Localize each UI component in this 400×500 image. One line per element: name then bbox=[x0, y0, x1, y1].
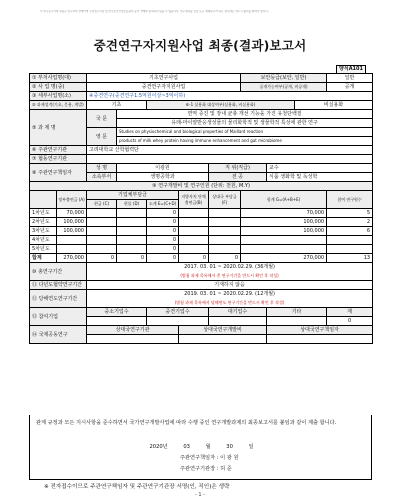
multi-year-period-value: 기재하지 않음 bbox=[87, 281, 373, 290]
budget-inkind-total: 0 bbox=[117, 254, 147, 263]
footnote: ※ 전자접수이므로 주관연구책임자 및 주관연구기관장 서명(인, 직인)은 생략 bbox=[44, 484, 230, 490]
budget-subtotal: 0 bbox=[147, 227, 179, 236]
budget-year: 합계 bbox=[30, 254, 57, 263]
top-disclaimer: 이 연구보고서의 내용은 연구자의 견해이며 주관연구기관 및 한국보건산업진흥원의 공식 견해와 일치하지 않을 수 있습니다. 연구결과를 인용 또는 게재하고자 하는 경우에는 반드시 출처를 밝혀야 합니다. bbox=[40, 10, 269, 13]
large-biz-head: 대기업수 bbox=[209, 308, 267, 317]
budget-section-header: ⑨ 연구개발비 및 연구인원 (단위: 천원, M.Y) bbox=[30, 182, 373, 191]
budget-private-head: 기업체부담금 bbox=[87, 191, 179, 200]
page-title: 중견연구자지원사업 최종(결과)보고서 bbox=[93, 38, 307, 53]
row-ministry-program bbox=[30, 74, 373, 83]
english-title-label: 영 문 bbox=[87, 128, 117, 146]
budget-subtotal: 0 bbox=[147, 236, 179, 245]
budget-total: 70,000 bbox=[241, 209, 327, 218]
budget-total: 100,000 bbox=[241, 218, 327, 227]
partner-institution-label: ⑦ 협동연구기관 bbox=[30, 155, 87, 164]
budget-grand-total: 270,000 bbox=[241, 254, 327, 263]
program-name-label: ② 사 업 명(중) bbox=[30, 83, 87, 92]
row-pi-1 bbox=[30, 164, 373, 173]
biz-count-head: 계 bbox=[327, 308, 373, 317]
budget-row-4 bbox=[30, 236, 373, 245]
row-detail-program bbox=[30, 92, 373, 101]
row-project-type bbox=[30, 101, 373, 110]
budget-people bbox=[327, 236, 373, 245]
budget-people: 2 bbox=[327, 218, 373, 227]
total-period-note: (별첨 과제 목록에서 총 연구기간을 반드시 확인 후 작성) bbox=[87, 272, 373, 281]
budget-year: 5차년도 bbox=[30, 245, 57, 254]
pi-dept-value: 생명공학과 bbox=[117, 173, 209, 182]
budget-year: 1차년도 bbox=[30, 209, 57, 218]
korean-title-line-2: 유래-마이얄반응생성물의 물리화학적 및 생물학적 특성에 관한 연구 bbox=[117, 119, 373, 128]
korean-title-label: 국 문 bbox=[87, 110, 117, 128]
budget-subtotal-total: 0 bbox=[147, 254, 179, 263]
pi-rank-label: 직 위(직급) bbox=[209, 164, 267, 173]
budget-inkind-head: 현물 (D) bbox=[117, 200, 147, 209]
submission-statement: 관계 규정과 모든 지시사항을 준수하면서 국가연구개발사업에 따라 수행 중인 연구개발과제의 최종보고서를 붙임과 같이 제출 합니다. bbox=[36, 420, 337, 426]
budget-total-head: 합계 G=(A+B+E) bbox=[241, 191, 327, 209]
budget-people: 6 bbox=[327, 227, 373, 236]
pi-dept-label: 소속부서 bbox=[87, 173, 117, 182]
english-title-line-2: products of milk whey protein having immune enhancement and gut microbiome bbox=[117, 137, 373, 146]
budget-counterpart-total: 0 bbox=[209, 254, 241, 263]
budget-local-head: 지방자치 단체 출연금(B) bbox=[179, 191, 209, 209]
partner-institution-value bbox=[87, 155, 373, 164]
disclosure-label: 공개가능여부(공개, 비공개) bbox=[241, 83, 327, 92]
row-current-period bbox=[30, 290, 373, 299]
budget-year: 4차년도 bbox=[30, 236, 57, 245]
row-program-name bbox=[30, 83, 373, 92]
participating-companies-label: ⑬ 참여기업 bbox=[30, 308, 87, 326]
other-biz-head: 기타 bbox=[267, 308, 327, 317]
budget-counterpart-head: 상대국 부담금 (F) bbox=[209, 191, 241, 209]
budget-gov-total: 270,000 bbox=[57, 254, 87, 263]
lead-institution-label: ⑥ 주관연구기관 bbox=[30, 146, 87, 155]
current-period-value: 2019. 03. 01 ~ 2020.02.29. (12개월) bbox=[87, 290, 373, 299]
intl-budget-head: 상대국연구개발비 bbox=[179, 326, 267, 335]
budget-gov bbox=[57, 245, 87, 254]
budget-subtotal: 0 bbox=[147, 245, 179, 254]
intl-collab-label: ⑭ 국제공동연구 bbox=[30, 326, 87, 344]
budget-gov: 100,000 bbox=[57, 218, 87, 227]
org-signature-line bbox=[180, 465, 232, 472]
budget-total: 100,000 bbox=[241, 227, 327, 236]
program-name-value: 중견연구자지원사업 bbox=[87, 83, 241, 92]
budget-people: 5 bbox=[327, 209, 373, 218]
budget-year: 2차년도 bbox=[30, 218, 57, 227]
security-level-label: 보안등급(보안, 일반) bbox=[241, 74, 327, 83]
commercialization-label: ⑥-1 실용화 대상여부(실용화, 비실용화) bbox=[147, 101, 295, 110]
disclosure-value: 공개 bbox=[327, 83, 373, 92]
org-signature-label: 주관연구기관장 : bbox=[180, 466, 219, 472]
pi-name-value: 이광원 bbox=[117, 164, 209, 173]
project-title-label: ⑤ 과 제 명 bbox=[30, 110, 87, 146]
form-number-badge: 양식A101 bbox=[336, 65, 366, 74]
detail-program-value: ④중견연구(중견연구1.5억원이상~3억이하) bbox=[87, 92, 373, 101]
row-intl-collab-head bbox=[30, 326, 373, 335]
intl-pi-head: 상대국연구책임자 bbox=[267, 326, 373, 335]
budget-people-total: 13 bbox=[327, 254, 373, 263]
budget-row-5 bbox=[30, 245, 373, 254]
budget-gov bbox=[57, 236, 87, 245]
current-period-label: ⑫ 당해연도연구기간 bbox=[30, 290, 87, 308]
budget-year: 3차년도 bbox=[30, 227, 57, 236]
budget-gov-head: 정부출연금 (A) bbox=[57, 191, 87, 209]
korean-title-line-1: 면역 증진 및 장내 균총 개선 기능을 가진 유청단백질 bbox=[117, 110, 373, 119]
total-period-value: 2017. 03. 01 ~ 2020.02.29. (36개월) bbox=[87, 263, 373, 272]
biz-count-value: 0 bbox=[327, 317, 373, 326]
budget-gov: 70,000 bbox=[57, 209, 87, 218]
row-total-period bbox=[30, 263, 373, 272]
pi-label: ⑧ 주관연구책임자 bbox=[30, 164, 87, 182]
pi-major-label: 전 공 bbox=[209, 173, 267, 182]
row-budget-header bbox=[30, 182, 373, 191]
row-multi-year-period bbox=[30, 281, 373, 290]
budget-cash-head: 현금 (C) bbox=[87, 200, 117, 209]
english-title-line-1: Studies on physiochemical and biological properties of Maillard reaction bbox=[117, 128, 373, 137]
intl-org-head: 상대국연구기관 bbox=[87, 326, 179, 335]
mid-biz-head: 중견기업수 bbox=[147, 308, 209, 317]
row-budget-colhead-1 bbox=[30, 191, 373, 200]
ministry-program-value: 기초연구사업 bbox=[87, 74, 241, 83]
pi-major-value: 식품 생화학 및 독성학 bbox=[267, 173, 373, 182]
pi-signature-name: 이 광 원 bbox=[220, 455, 239, 461]
submission-month: 03 월 bbox=[183, 444, 211, 450]
budget-total bbox=[241, 245, 327, 254]
budget-total bbox=[241, 236, 327, 245]
submission-year: 2020년 bbox=[149, 444, 168, 450]
submission-day: 30 일 bbox=[226, 444, 254, 450]
pi-rank-value: 교수 bbox=[267, 164, 373, 173]
small-biz-head: 중소기업수 bbox=[87, 308, 147, 317]
budget-row-2 bbox=[30, 218, 373, 227]
row-project-title-kor-1 bbox=[30, 110, 373, 119]
multi-year-period-label: ⑪ 다년도협약연구기간 bbox=[30, 281, 87, 290]
row-lead-institution bbox=[30, 146, 373, 155]
budget-year-head bbox=[30, 191, 57, 209]
detail-program-label: ③ 세부사업명(소) bbox=[30, 92, 87, 101]
submission-date bbox=[30, 443, 373, 450]
pi-name-label: 성 명 bbox=[87, 164, 117, 173]
budget-row-1 bbox=[30, 209, 373, 218]
project-type-label: ⑤ 과제성격(기초, 응용, 개발) bbox=[30, 101, 87, 110]
budget-subtotal: 0 bbox=[147, 209, 179, 218]
report-form-table bbox=[29, 73, 373, 344]
pi-signature-label: 주관연구책임자 : bbox=[180, 455, 219, 461]
project-type-value: 기초 bbox=[87, 101, 147, 110]
submission-section bbox=[29, 415, 372, 480]
page-number: - 1 - bbox=[195, 492, 205, 498]
budget-cash-total: 0 bbox=[87, 254, 117, 263]
budget-people bbox=[327, 245, 373, 254]
budget-subtotal-head: 소계 E=(C+D) bbox=[147, 200, 179, 209]
org-signature-name: 허 준 bbox=[220, 466, 232, 472]
budget-gov: 100,000 bbox=[57, 227, 87, 236]
total-period-label: ⑩ 총연구기간 bbox=[30, 263, 87, 281]
pi-signature-line bbox=[180, 454, 238, 461]
row-participating-companies-head bbox=[30, 308, 373, 317]
security-level-value: 일반 bbox=[327, 74, 373, 83]
budget-row-3 bbox=[30, 227, 373, 236]
budget-local-total: 0 bbox=[179, 254, 209, 263]
lead-institution-value: 고려대학교 산학협력단 bbox=[87, 146, 373, 155]
current-period-note: (별첨 과제 목록에서 당해연도 연구기간을 반드시 확인 후 작성) bbox=[87, 299, 373, 308]
budget-people-head: 참여 연구원수 bbox=[327, 191, 373, 209]
budget-subtotal: 0 bbox=[147, 218, 179, 227]
budget-row-total bbox=[30, 254, 373, 263]
ministry-program-label: ① 부처사업명(대) bbox=[30, 74, 87, 83]
row-partner-institution bbox=[30, 155, 373, 164]
commercialization-value: 비실용화 bbox=[295, 101, 373, 110]
